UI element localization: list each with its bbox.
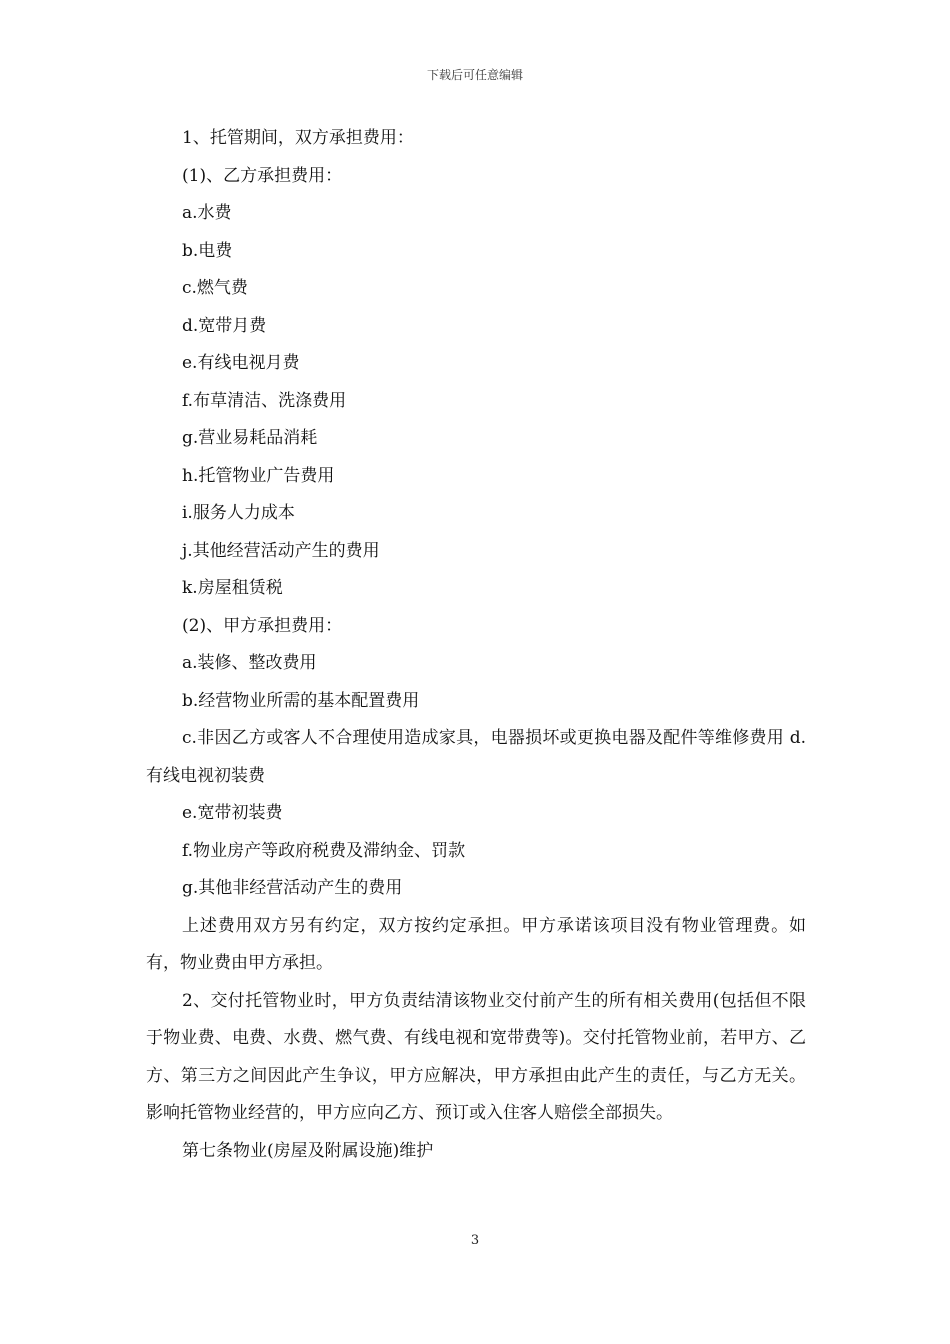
list-item: i.服务人力成本 [182, 503, 295, 523]
list-item: d.宽带月费 [182, 315, 267, 336]
paragraph: 上述费用双方另有约定，双方按约定承担。甲方承诺该项目没有物业管理费。如有，物业费由甲方承担。 [146, 915, 806, 973]
document-body [146, 120, 806, 1170]
header-note: 下载后可任意编辑 [426, 68, 523, 82]
paragraph: 2、交付托管物业时，甲方负责结清该物业交付前产生的所有相关费用(包括但不限于物业费、电费、水费、燃气费、有线电视和宽带费等)。交付托管物业前，若甲方、乙方、第三方之间因此产生争议，甲方应解决，甲方承担由此产生的责任，与乙方无关。影响托管物业经营的，甲方应向乙方、预订或入住客人赔偿全部损失。 [146, 990, 806, 1123]
list-item: c.燃气费 [182, 278, 248, 298]
list-item: a.装修、整改费用 [182, 653, 317, 673]
page-number: 3 [470, 1233, 480, 1248]
paragraph: (2)、甲方承担费用： [182, 615, 343, 636]
list-item: e.宽带初装费 [182, 803, 283, 823]
list-item: c.非因乙方或客人不合理使用造成家具，电器损坏或更换电器及配件等维修费用 d.有线电视初装费 [146, 728, 806, 786]
paragraph: 1、托管期间，双方承担费用： [182, 128, 414, 148]
list-item: h.托管物业广告费用 [182, 465, 335, 486]
list-item: j.其他经营活动产生的费用 [182, 540, 380, 561]
list-item: b.电费 [182, 240, 233, 261]
paragraph: (1)、乙方承担费用： [182, 165, 343, 186]
list-item: b.经营物业所需的基本配置费用 [182, 690, 420, 711]
list-item: f.布草清洁、洗涤费用 [182, 390, 347, 411]
list-item: k.房屋租赁税 [182, 578, 283, 598]
list-item: e.有线电视月费 [182, 353, 300, 373]
list-item: g.营业易耗品消耗 [182, 428, 318, 448]
list-item: g.其他非经营活动产生的费用 [182, 878, 403, 898]
list-item: f.物业房产等政府税费及滞纳金、罚款 [182, 840, 466, 861]
section-heading: 第七条物业(房屋及附属设施)维护 [182, 1140, 434, 1161]
list-item: a.水费 [182, 203, 232, 223]
